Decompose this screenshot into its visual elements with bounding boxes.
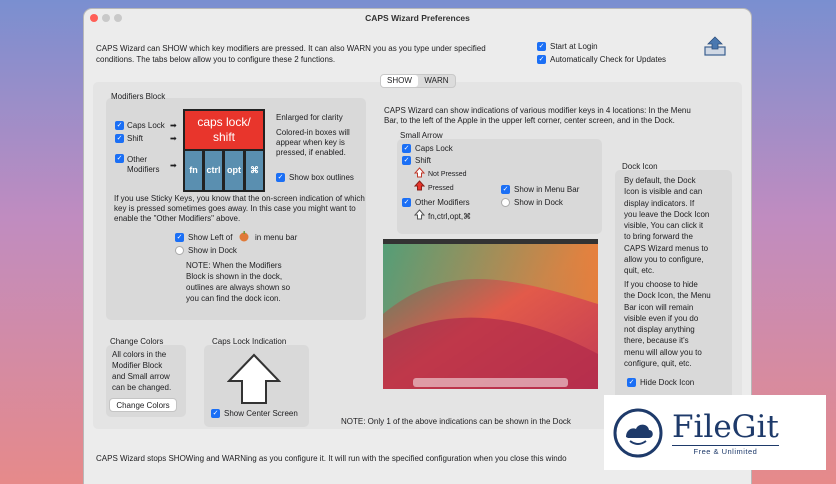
sticky-line-2: key is pressed sometimes goes away. In this case you might want to	[114, 204, 356, 213]
sa-caps-lock-label: Caps Lock	[415, 144, 453, 153]
modifiers-block-title: Modifiers Block	[111, 92, 166, 101]
arrow-right-icon: ➡	[170, 161, 177, 170]
preview-dock	[413, 378, 568, 387]
colored-line-1: Colored-in boxes will	[276, 128, 350, 137]
dock-p1-line: CAPS Wizard menus to	[624, 243, 709, 253]
dock-p1-line: you leave the Dock Icon	[624, 209, 710, 219]
sticky-line-1: If you use Sticky Keys, you know that the on-screen indication of which	[114, 194, 365, 203]
command-key: ⌘	[244, 149, 265, 192]
in-menu-bar-label: in menu bar	[255, 233, 298, 242]
dock-p1-line: quit, etc.	[624, 266, 655, 276]
mb-caps-lock-label: Caps Lock	[127, 121, 165, 130]
dock-p1-line: allow you to configure,	[624, 255, 704, 265]
filegit-logo-icon	[612, 407, 664, 459]
caps-key-line-1: caps lock/	[197, 115, 251, 129]
dock-icon-paragraph-2	[624, 279, 730, 369]
colored-line-2: appear when key is	[276, 138, 345, 147]
desktop-preview-image	[383, 239, 598, 389]
apple-logo-icon	[238, 230, 250, 242]
mb-other-modifiers-checkbox[interactable]: ✓	[116, 155, 123, 162]
change-colors-line-2: Modifier Block	[112, 361, 163, 370]
dock-p2-line: menu will allow you to	[624, 347, 702, 357]
show-left-of-checkbox[interactable]: ✓	[176, 234, 183, 241]
mb-note-line-2: Block is shown in the dock,	[186, 272, 283, 281]
arrow-right-icon: ➡	[170, 134, 177, 143]
window-title: CAPS Wizard Preferences	[365, 13, 470, 23]
opt-key: opt	[223, 149, 245, 192]
show-box-outlines-label: Show box outlines	[289, 173, 354, 182]
filegit-tagline: Free & Unlimited	[672, 445, 779, 456]
check-updates-label: Automatically Check for Updates	[550, 55, 667, 64]
dock-p1-line: By default, the Dock	[624, 176, 696, 185]
sticky-line-3: enable the "Other Modifiers" above.	[114, 214, 241, 223]
show-center-screen-checkbox[interactable]: ✓	[212, 410, 219, 417]
minimize-window-button[interactable]	[102, 14, 110, 22]
filegit-watermark	[604, 395, 826, 470]
sa-other-modifiers-label: Other Modifiers	[415, 198, 470, 207]
show-center-screen-label: Show Center Screen	[224, 409, 298, 418]
arrow-not-pressed-icon	[414, 167, 425, 178]
dock-p1-line: display indicators. If	[624, 198, 695, 208]
hide-dock-icon-label: Hide Dock Icon	[640, 378, 695, 387]
mb-caps-lock-checkbox[interactable]: ✓	[116, 122, 123, 129]
sa-shift-label: Shift	[415, 156, 432, 165]
hide-dock-icon-checkbox[interactable]: ✓	[628, 379, 635, 386]
start-at-login-label: Start at Login	[550, 42, 598, 51]
mb-shift-label: Shift	[127, 134, 144, 143]
sa-other-modifiers-checkbox[interactable]: ✓	[403, 199, 410, 206]
close-window-button[interactable]	[90, 14, 98, 22]
dock-p1-line: Icon is visible and can	[624, 187, 703, 197]
arrow-other-icon	[414, 209, 425, 220]
locations-line-2: Bar, to the left of the Apple in the upper left corner, center screen, and in the Dock.	[384, 116, 675, 125]
caps-key-line-2: shift	[212, 130, 235, 144]
sa-show-in-dock-radio[interactable]	[501, 198, 510, 207]
ctrl-key: ctrl	[203, 149, 224, 192]
dock-p2-line: visible even if you do	[624, 313, 699, 323]
arrow-pressed-icon	[414, 180, 425, 191]
show-in-dock-radio[interactable]	[175, 246, 184, 255]
fn-key: fn	[183, 149, 204, 192]
sa-show-in-dock-label: Show in Dock	[514, 198, 563, 207]
footer-text: CAPS Wizard stops SHOWing and WARNing as you configure it. It will run with the specified configuration when you close this windo	[96, 454, 567, 463]
intro-line-2: conditions. The tabs below allow you to configure these 2 functions.	[96, 55, 336, 64]
dock-p1-line: visible, You can click it	[624, 221, 704, 231]
change-colors-line-4: can be changed.	[112, 383, 172, 392]
tab-show[interactable]: SHOW	[381, 75, 418, 87]
dock-p2-line: Bar icon will remain	[624, 302, 694, 312]
not-pressed-label: Not Pressed	[428, 171, 467, 178]
dock-p1-line: to bring forward the	[624, 232, 693, 242]
sa-show-in-menu-bar-label: Show in Menu Bar	[514, 185, 580, 194]
caps-lock-shift-key	[185, 111, 263, 149]
colored-line-3: pressed, if enabled.	[276, 148, 346, 157]
sa-other-keys-label: fn,ctrl,opt,⌘	[428, 212, 472, 221]
share-icon[interactable]	[703, 35, 727, 57]
wallpaper-graphic	[383, 244, 598, 389]
dock-p2-line: configure, quit, etc.	[624, 359, 692, 369]
dock-icon-title: Dock Icon	[622, 162, 658, 171]
sa-caps-lock-checkbox[interactable]: ✓	[403, 145, 410, 152]
dock-p2-line: not display anything	[624, 325, 695, 335]
dock-p2-line: the Dock Icon, the Menu	[624, 291, 711, 301]
change-colors-button[interactable]: Change Colors	[109, 398, 177, 412]
locations-line-1: CAPS Wizard can show indications of various modifier keys in 4 locations: In the Menu	[384, 106, 691, 115]
change-colors-title: Change Colors	[110, 337, 164, 346]
arrow-right-icon: ➡	[170, 121, 177, 130]
small-arrow-title: Small Arrow	[400, 131, 443, 140]
caps-lock-indication-title: Caps Lock Indication	[212, 337, 287, 346]
dock-icon-paragraph-1	[624, 175, 730, 277]
show-box-outlines-checkbox[interactable]: ✓	[277, 174, 284, 181]
pressed-label: Pressed	[428, 185, 454, 192]
mb-shift-checkbox[interactable]: ✓	[116, 135, 123, 142]
change-colors-line-1: All colors in the	[112, 350, 167, 359]
dock-p2-line: there, because it's	[624, 336, 689, 346]
filegit-brand: FileGit	[672, 408, 779, 445]
check-updates-checkbox[interactable]: ✓	[538, 56, 545, 63]
zoom-window-button[interactable]	[114, 14, 122, 22]
sa-shift-checkbox[interactable]: ✓	[403, 157, 410, 164]
mb-note-line-4: you can find the dock icon.	[186, 294, 281, 303]
intro-line-1: CAPS Wizard can SHOW which key modifiers are pressed. It can also WARN you as you type under specified	[96, 44, 486, 53]
dock-note: NOTE: Only 1 of the above indications can be shown in the Dock	[341, 417, 571, 426]
title-bar	[84, 9, 751, 27]
tab-control	[380, 74, 456, 88]
change-colors-line-3: and Small arrow	[112, 372, 170, 381]
mb-note-line-1: NOTE: When the Modifiers	[186, 261, 282, 270]
enlarged-label: Enlarged for clarity	[276, 113, 343, 122]
start-at-login-checkbox[interactable]: ✓	[538, 43, 545, 50]
mb-other-label-1: Other	[127, 155, 148, 164]
caps-lock-arrow-icon	[227, 353, 281, 405]
mb-note-line-3: outlines are always shown so	[186, 283, 291, 292]
sa-show-in-menu-bar-checkbox[interactable]: ✓	[502, 186, 509, 193]
show-in-dock-label: Show in Dock	[188, 246, 237, 255]
dock-p2-line: If you choose to hide	[624, 280, 698, 289]
mb-other-label-2: Modifiers	[127, 165, 160, 174]
show-left-of-label: Show Left of	[188, 233, 233, 242]
tab-warn[interactable]: WARN	[424, 76, 449, 85]
